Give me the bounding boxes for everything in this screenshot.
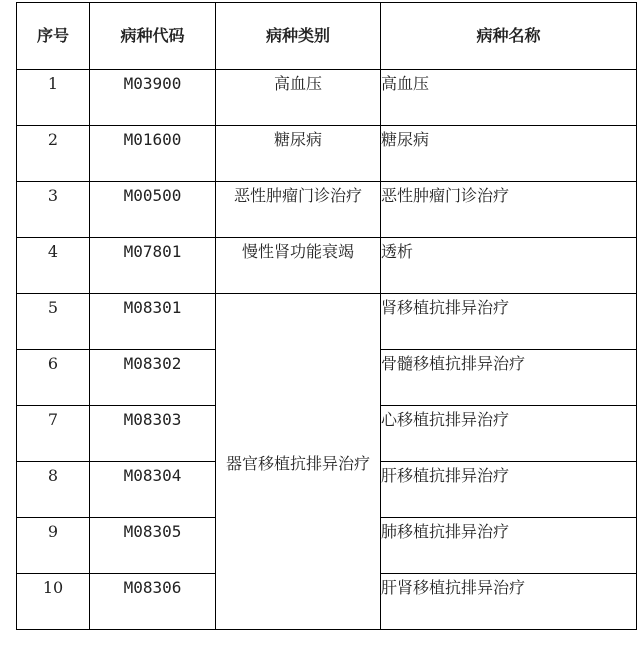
- disease-category: [216, 126, 381, 182]
- disease-name-text: 糖尿病: [381, 130, 430, 149]
- disease-code: [90, 238, 216, 294]
- row-number: [17, 350, 90, 406]
- disease-table: [16, 2, 637, 630]
- table-row: [17, 238, 637, 294]
- disease-name: [381, 182, 637, 238]
- row-number-text: 7: [47, 410, 59, 429]
- disease-code-text: M08301: [123, 298, 182, 317]
- row-number-text: 2: [47, 130, 59, 149]
- row-number-text: 6: [47, 354, 59, 373]
- disease-category-text: 器官移植抗排异治疗: [225, 453, 370, 473]
- disease-code: [90, 350, 216, 406]
- disease-name-text: 肝肾移植抗排异治疗: [381, 578, 526, 597]
- disease-code: [90, 462, 216, 518]
- header-category: 病种类别: [216, 3, 381, 70]
- disease-name: [381, 350, 637, 406]
- disease-name: [381, 70, 637, 126]
- disease-code-text: M08306: [123, 578, 182, 597]
- row-number: [17, 70, 90, 126]
- disease-category: [216, 182, 381, 238]
- disease-category-text: 慢性肾功能衰竭: [241, 242, 354, 261]
- disease-code: [90, 574, 216, 630]
- disease-category: [216, 70, 381, 126]
- table-row: [17, 126, 637, 182]
- disease-category-text: 糖尿病: [273, 130, 322, 149]
- row-number-text: 8: [47, 466, 59, 485]
- disease-name-text: 心移植抗排异治疗: [381, 410, 510, 429]
- disease-code: [90, 70, 216, 126]
- disease-code: [90, 518, 216, 574]
- row-number-text: 3: [47, 186, 59, 205]
- disease-name: [381, 294, 637, 350]
- disease-name: [381, 126, 637, 182]
- disease-code-text: M08305: [123, 522, 182, 541]
- disease-code-text: M08302: [123, 354, 182, 373]
- header-no: 序号: [17, 3, 90, 70]
- disease-category-text: 高血压: [273, 74, 322, 93]
- disease-name-text: 透析: [381, 242, 414, 261]
- row-number: [17, 406, 90, 462]
- row-number-text: 9: [47, 522, 59, 541]
- disease-category: [216, 238, 381, 294]
- disease-name: [381, 574, 637, 630]
- disease-name-text: 骨髓移植抗排异治疗: [381, 354, 526, 373]
- row-number: [17, 126, 90, 182]
- row-number: [17, 182, 90, 238]
- disease-name: [381, 238, 637, 294]
- disease-code: [90, 406, 216, 462]
- row-number: [17, 574, 90, 630]
- disease-name: [381, 462, 637, 518]
- disease-code-text: M08303: [123, 410, 182, 429]
- table-row: [17, 70, 637, 126]
- disease-name-text: 肾移植抗排异治疗: [381, 298, 510, 317]
- disease-code-text: M00500: [123, 186, 182, 205]
- disease-code-text: M01600: [123, 130, 182, 149]
- disease-name-text: 高血压: [381, 74, 430, 93]
- disease-name: [381, 518, 637, 574]
- disease-code: [90, 294, 216, 350]
- disease-code: [90, 182, 216, 238]
- table-row: [17, 294, 637, 350]
- header-name: 病种名称: [381, 3, 637, 70]
- disease-name-text: 恶性肿瘤门诊治疗: [381, 186, 510, 205]
- row-number: [17, 518, 90, 574]
- header-code: 病种代码: [90, 3, 216, 70]
- disease-code-text: M08304: [123, 466, 182, 485]
- row-number-text: 4: [47, 242, 59, 261]
- disease-category-text: 恶性肿瘤门诊治疗: [233, 186, 362, 205]
- disease-name-text: 肝移植抗排异治疗: [381, 466, 510, 485]
- table-row: [17, 182, 637, 238]
- row-number-text: 10: [42, 578, 64, 597]
- disease-category-merged: [216, 294, 381, 630]
- disease-code: [90, 126, 216, 182]
- row-number: [17, 294, 90, 350]
- row-number: [17, 462, 90, 518]
- table-header-row: [17, 3, 637, 70]
- disease-code-text: M03900: [123, 74, 182, 93]
- disease-name-text: 肺移植抗排异治疗: [381, 522, 510, 541]
- row-number-text: 5: [47, 298, 59, 317]
- row-number: [17, 238, 90, 294]
- disease-name: [381, 406, 637, 462]
- row-number-text: 1: [47, 74, 59, 93]
- disease-code-text: M07801: [123, 242, 182, 261]
